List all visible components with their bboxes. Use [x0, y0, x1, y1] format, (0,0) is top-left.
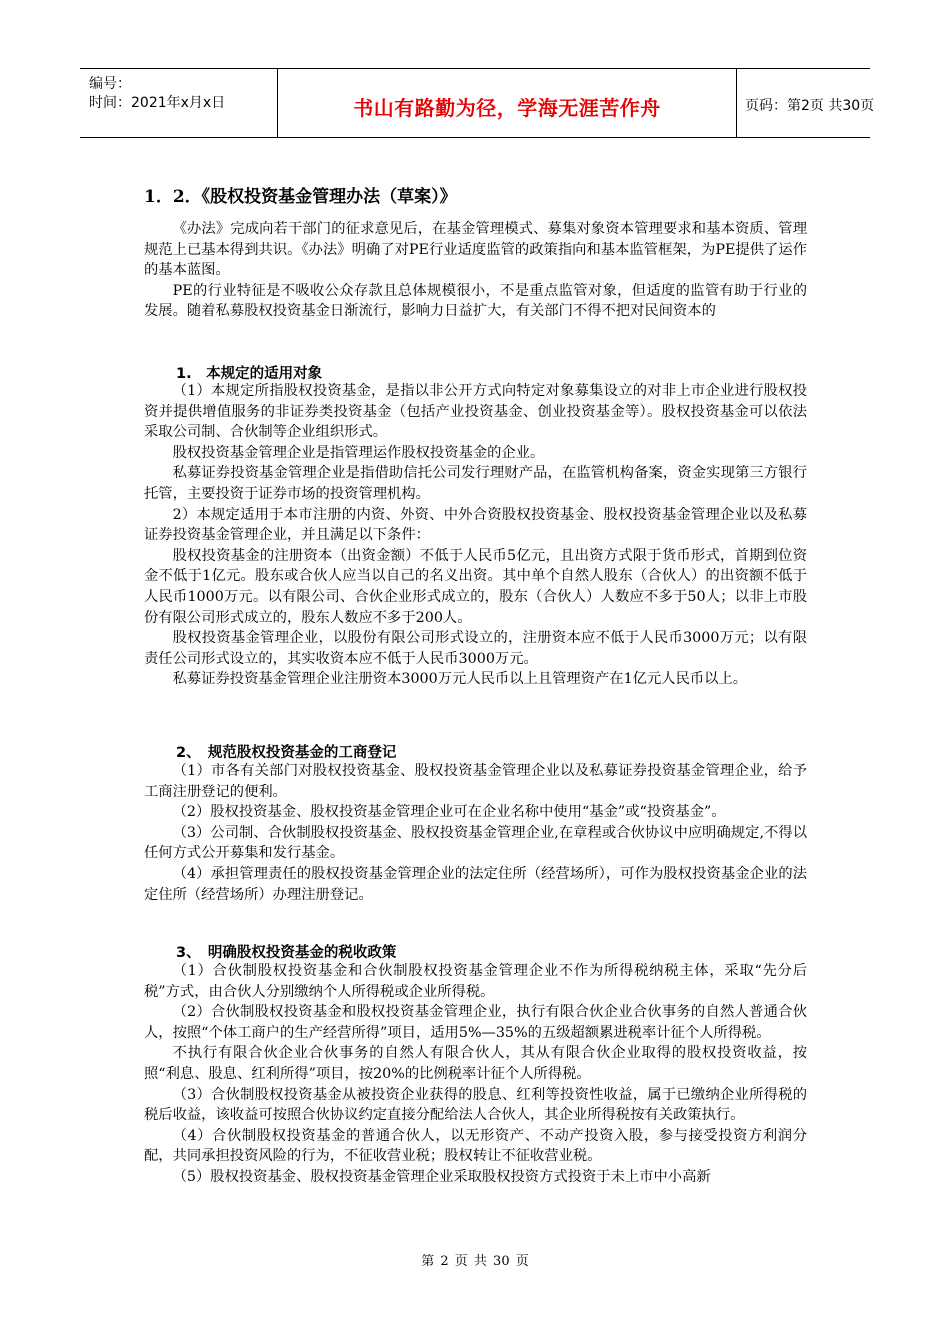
header-meta-cell — [80, 69, 278, 137]
paragraph: （3）公司制、合伙制股权投资基金、股权投资基金管理企业,在章程或合伙协议中应明确规定,不得以任何方式公开募集和发行基金。 — [144, 824, 807, 862]
date-label: 时间：2021年x月x日 — [89, 95, 226, 111]
paragraph: 私募证券投资基金管理企业是指借助信托公司发行理财产品，在监管机构备案，资金实现第三方银行托管，主要投资于证券市场的投资管理机构。 — [144, 465, 807, 502]
paragraph: （4）合伙制股权投资基金的普通合伙人，以无形资产、不动产投资入股，参与接受投资方利润分配，共同承担投资风险的行为，不征收营业税；股权转让不征收营业税。 — [144, 1127, 807, 1165]
paragraph: 私募证券投资基金管理企业注册资本3000万元人民币以上且管理资产在1亿元人民币以上。 — [172, 671, 748, 688]
section-heading-2: 2、 规范股权投资基金的工商登记 — [176, 745, 397, 761]
section-1-body — [144, 381, 807, 690]
paragraph: （1）本规定所指股权投资基金，是指以非公开方式向特定对象募集设立的对非上市企业进行股权投资并提供增值服务的非证券类投资基金（包括产业投资基金、创业投资基金等）。股权投资基金可以依法采取公司制、合伙制等企业组织形式。 — [144, 383, 807, 441]
header-motto-cell — [278, 69, 737, 137]
section-heading-1: 1. 本规定的适用对象 — [176, 366, 323, 382]
paragraph: （5）股权投资基金、股权投资基金管理企业采取股权投资方式投资于未上市中小高新 — [172, 1168, 711, 1185]
paragraph: 不执行有限合伙企业合伙事务的自然人有限合伙人，其从有限合伙企业取得的股权投资收益，按照“利息、股息、红利所得”项目，按20%的比例税率计征个人所得税。 — [144, 1045, 807, 1082]
section-2-body — [144, 761, 807, 905]
motto-text: 书山有路勤为径，学海无涯苦作舟 — [353, 96, 661, 120]
section-3-body — [144, 961, 807, 1188]
section-heading-3: 3、 明确股权投资基金的税收政策 — [176, 945, 397, 961]
page-number-label: 页码：第2页 共30页 — [745, 98, 875, 114]
document-title: 1．2．《股权投资基金管理办法（草案）》 — [144, 187, 457, 207]
intro-paragraph: PE的行业特征是不吸收公众存款且总体规模很小，不是重点监管对象，但适度的监管有助于行业的发展。随着私募股权投资基金日渐流行，影响力日益扩大，有关部门不得不把对民间资本的 — [144, 282, 807, 320]
page-header — [80, 68, 875, 138]
paragraph: （2）股权投资基金、股权投资基金管理企业可在企业名称中使用“基金”或“投资基金”。 — [172, 804, 726, 821]
paragraph: 股权投资基金的注册资本（出资金额）不低于人民币5亿元，且出资方式限于货币形式，首期到位资金不低于1亿元。股东或合伙人应当以自己的名义出资。其中单个自然人股东（合伙人）的出资额不低于人民币1000万元。以有限公司、合伙企业形式成立的，股东（合伙人）人数应不多于50人；以非上市股份有限公司形式成立的，股东人数应不多于200人。 — [144, 547, 807, 626]
paragraph: （1）市各有关部门对股权投资基金、股权投资基金管理企业以及私募证券投资基金管理企业，给予工商注册登记的便利。 — [144, 763, 807, 800]
paragraph: 股权投资基金管理企业是指管理运作股权投资基金的企业。 — [172, 444, 545, 461]
paragraph: （2）合伙制股权投资基金和股权投资基金管理企业，执行有限合伙企业合伙事务的自然人普通合伙人，按照“个体工商户的生产经营所得”项目，适用5%—35%的五级超额累进税率计征个人所得税。 — [144, 1004, 807, 1041]
intro-block — [144, 219, 807, 322]
paragraph: （4）承担管理责任的股权投资基金管理企业的法定住所（经营场所），可作为股权投资基金企业的法定住所（经营场所）办理注册登记。 — [144, 865, 807, 903]
serial-label: 编号： — [89, 76, 131, 92]
paragraph: （1）合伙制股权投资基金和合伙制股权投资基金管理企业不作为所得税纳税主体，采取“先分后税”方式，由合伙人分别缴纳个人所得税或企业所得税。 — [144, 963, 807, 1000]
paragraph: （3）合伙制股权投资基金从被投资企业获得的股息、红利等投资性收益，属于已缴纳企业所得税的税后收益，该收益可按照合伙协议约定直接分配给法人合伙人，其企业所得税按有关政策执行。 — [144, 1086, 807, 1124]
header-page-cell — [737, 69, 875, 137]
paragraph: 2）本规定适用于本市注册的内资、外资、中外合资股权投资基金、股权投资基金管理企业以及私募证券投资基金管理企业，并且满足以下条件： — [144, 506, 807, 544]
page-footer: 第 2 页 共 30 页 — [421, 1254, 529, 1269]
intro-paragraph: 《办法》完成向若干部门的征求意见后，在基金管理模式、募集对象资本管理要求和基本资质、管理规范上已基本得到共识。《办法》明确了对PE行业适度监管的政策指向和基本监管框架，为PE提供了运作的基本蓝图。 — [144, 221, 807, 279]
paragraph: 股权投资基金管理企业，以股份有限公司形式设立的，注册资本应不低于人民币3000万元；以有限责任公司形式设立的，其实收资本应不低于人民币3000万元。 — [144, 630, 807, 667]
